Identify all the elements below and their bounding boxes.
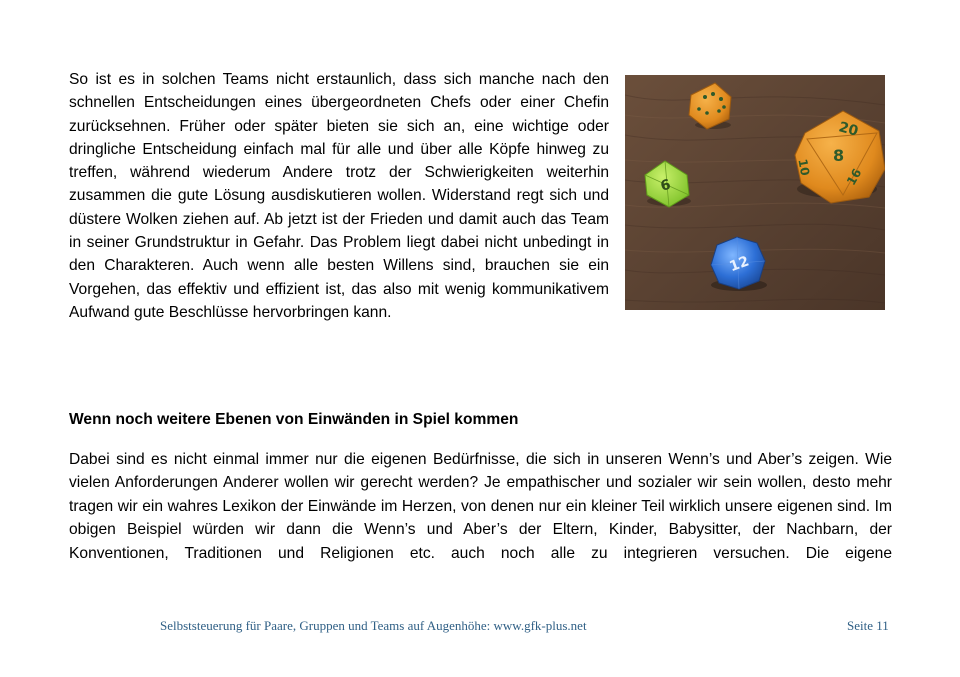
body-paragraph-1: So ist es in solchen Teams nicht erstaunlich, dass sich manche nach den schnellen Entscheidungen eines übergeordneten Chefs oder einer Chefin zurücksehnen. Früher oder später bieten sie sich an, eine wichtige oder dringliche Entscheidung einfach mal für alle und über alle Köpfe hinweg zu treffen, während wiederum Andere trotz der Schwierigkeiten weiterhin zusammen die gute Lösung ausdiskutieren wollen. Widerstand regt sich und düstere Wolken ziehen auf. Ab jetzt ist der Frieden und damit auch das Team in seiner Grundstruktur in Gefahr. Das Problem liegt dabei nicht unbedingt in den Charakteren. Auch wenn alle besten Willens sind, brauchen sie ein Vorgehen, das effektiv und effizient ist, das also mit wenig kommunikativem Aufwand gute Beschlüsse hervorbringen kann. [69, 71, 609, 321]
dice-photo [625, 75, 885, 310]
body-paragraph-2: Dabei sind es nicht einmal immer nur die eigenen Bedürfnisse, die sich in unseren Wenn’s und Aber’s zeigen. Wie vielen Anforderungen Anderer wollen wir gerecht werden? Je empathischer und sozialer wir sein wollen, desto mehr tragen wir ein wahres Lexikon der Einwände im Herzen, von denen nur ein kleiner Teil wirklich unsere eigenen sind. Im obigen Beispiel würden wir dann die Wenn’s und Aber’s der Eltern, Kinder, Babysitter, der Nachbarn, der Konventionen, Traditionen und Religionen etc. auch noch alle zu integrieren versuchen. Die eigene [69, 451, 892, 562]
d20-number-center: 8 [833, 146, 845, 165]
section-heading: Wenn noch weitere Ebenen von Einwänden in Spiel kommen [69, 411, 519, 428]
page-number: Seite 11 [847, 618, 889, 633]
blue-die-number: 12 [727, 253, 752, 276]
d20-number-left: 10 [795, 157, 813, 177]
d20-number-top: 20 [836, 119, 860, 140]
d20-number-bottom: 16 [843, 166, 865, 188]
green-die-number: 6 [658, 176, 673, 195]
footer-title: Selbststeuerung für Paare, Gruppen und Teams auf Augenhöhe: www.gfk-plus.net [160, 618, 587, 633]
